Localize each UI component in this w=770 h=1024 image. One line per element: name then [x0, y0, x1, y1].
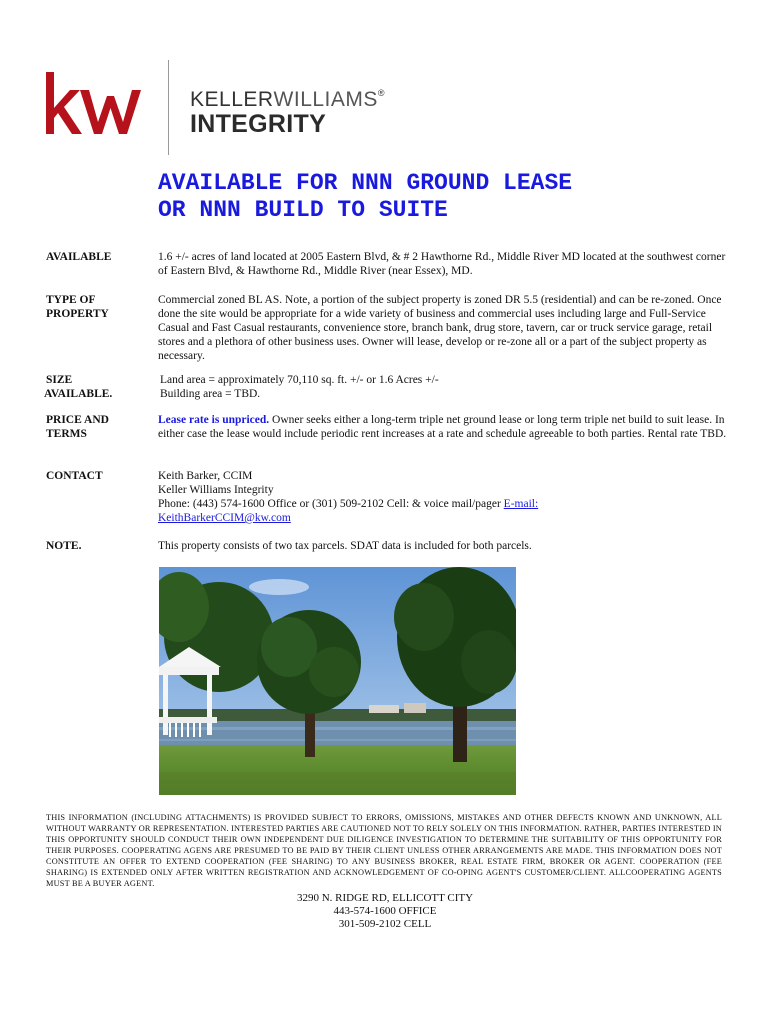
- contact-company: Keller Williams Integrity: [158, 484, 274, 496]
- kw-logo-mark: [40, 68, 150, 138]
- note-text: This property consists of two tax parcels. SDAT data is included for both parcels.: [158, 540, 532, 552]
- label-contact: CONTACT: [46, 470, 103, 482]
- contact-phone: Phone: (443) 574-1600 Office or (301) 509-2102 Cell: & voice mail/pager E-mail:: [158, 498, 539, 510]
- company-logo: [40, 60, 386, 155]
- type-text: Commercial zoned BL AS. Note, a portion of the subject property is zoned DR 5.5 (residential) and can be re-zoned. Once done the site would be appropriate for a wide variety of business and commercial uses including large and Full-Service Casual and Fast Casual restaurants, convenience store, branch bank, drug store, tavern, car or truck service garage, retail stores and a plethora of other business uses. Owner will lease, develop or re-zone all or a part of the subject property as necessary.: [158, 294, 722, 362]
- price-highlight: Lease rate is unpriced.: [158, 414, 270, 426]
- property-photo: [159, 567, 516, 795]
- label-price: PRICE AND TERMS: [46, 414, 109, 440]
- label-note: NOTE.: [46, 540, 82, 552]
- contact-text: [158, 469, 730, 525]
- email-link[interactable]: KeithBarkerCCIM@kw.com: [158, 512, 291, 524]
- size-text: Land area = approximately 70,110 sq. ft. +/- or 1.6 Acres +/- Building area = TBD.: [160, 374, 439, 400]
- brand-name: KELLERWILLIAMS®: [190, 88, 386, 111]
- footer-office: 443-574-1600 OFFICE: [333, 905, 437, 917]
- title-line-2: OR NNN BUILD TO SUITE: [158, 197, 448, 223]
- price-text: Lease rate is unpriced. Owner seeks either a long-term triple net ground lease or long term triple net build to suit lease. In either case the lease would include periodic rent increases at a rate and schedule agreeable to both parties. Rental rate TBD.: [158, 414, 727, 440]
- label-available: AVAILABLE: [46, 251, 112, 263]
- footer-contact: [0, 892, 770, 931]
- property-photo-image: [159, 567, 516, 795]
- contact-name: Keith Barker, CCIM: [158, 470, 253, 482]
- logo-divider: [168, 60, 169, 155]
- footer-address: 3290 N. RIDGE RD, ELLICOTT CITY: [296, 892, 474, 904]
- disclaimer-text: THIS INFORMATION (INCLUDING ATTACHMENTS) IS PROVIDED SUBJECT TO ERRORS, OMISSIONS, MISTAKES AND OTHER DEFECTS KNOWN AND UNKNOWN, ALL WITHOUT WARRANTY OR REPRESENTATION. INTERESTED PARTIES ARE CAUTIONED NOT TO RELY SOLELY ON THIS INFORMATION. RATHER, PARTIES INTERESTED IN THIS OPPORTUNITY SHOULD CONDUCT THEIR OWN INDEPENDENT DUE DILIGENCE INVESTIGATION TO DETERMINE THE SUITABILITY OF THIS OPPORTUNITY FOR THEIR PURPOSES. COOPERATING AGENS ARE PRESUMED TO BE PAID BY THEIR CLIENT UNLESS OTHER ARRANGEMENTS ARE MADE. THIS INFORMATION DOES NOT CONSTITUTE AN OFFER TO EXTEND COOPERATION (FEE SHARING) TO ANY BUSINESS BROKER, REAL ESTATE FIRM, BROKER OR AGENT. COOPERATION (FEE SHARING) IS EXTENDED ONLY AFTER WRITTEN REGISTRATION AND ACKNOWLEDGEMENT OF CO-OPING AGENT'S CUSTOMER/CLIENT. ALLCOOPERATING AGENTS MUST BE A BUYER AGENT.: [46, 813, 722, 888]
- title-line-1: AVAILABLE FOR NNN GROUND LEASE: [158, 170, 573, 196]
- footer-cell: 301-509-2102 CELL: [338, 918, 432, 930]
- email-link-label[interactable]: E-mail:: [503, 498, 539, 510]
- brand-subname: INTEGRITY: [190, 110, 327, 138]
- page-title: [158, 170, 738, 224]
- label-size: SIZE AVAILABLE.: [44, 374, 113, 400]
- available-text: 1.6 +/- acres of land located at 2005 Eastern Blvd, & # 2 Hawthorne Rd., Middle River MD located at the southwest corner of Eastern Blvd, & Hawthorne Rd., Middle River (near Essex), MD.: [158, 251, 726, 277]
- label-type: TYPE OF PROPERTY: [46, 294, 109, 320]
